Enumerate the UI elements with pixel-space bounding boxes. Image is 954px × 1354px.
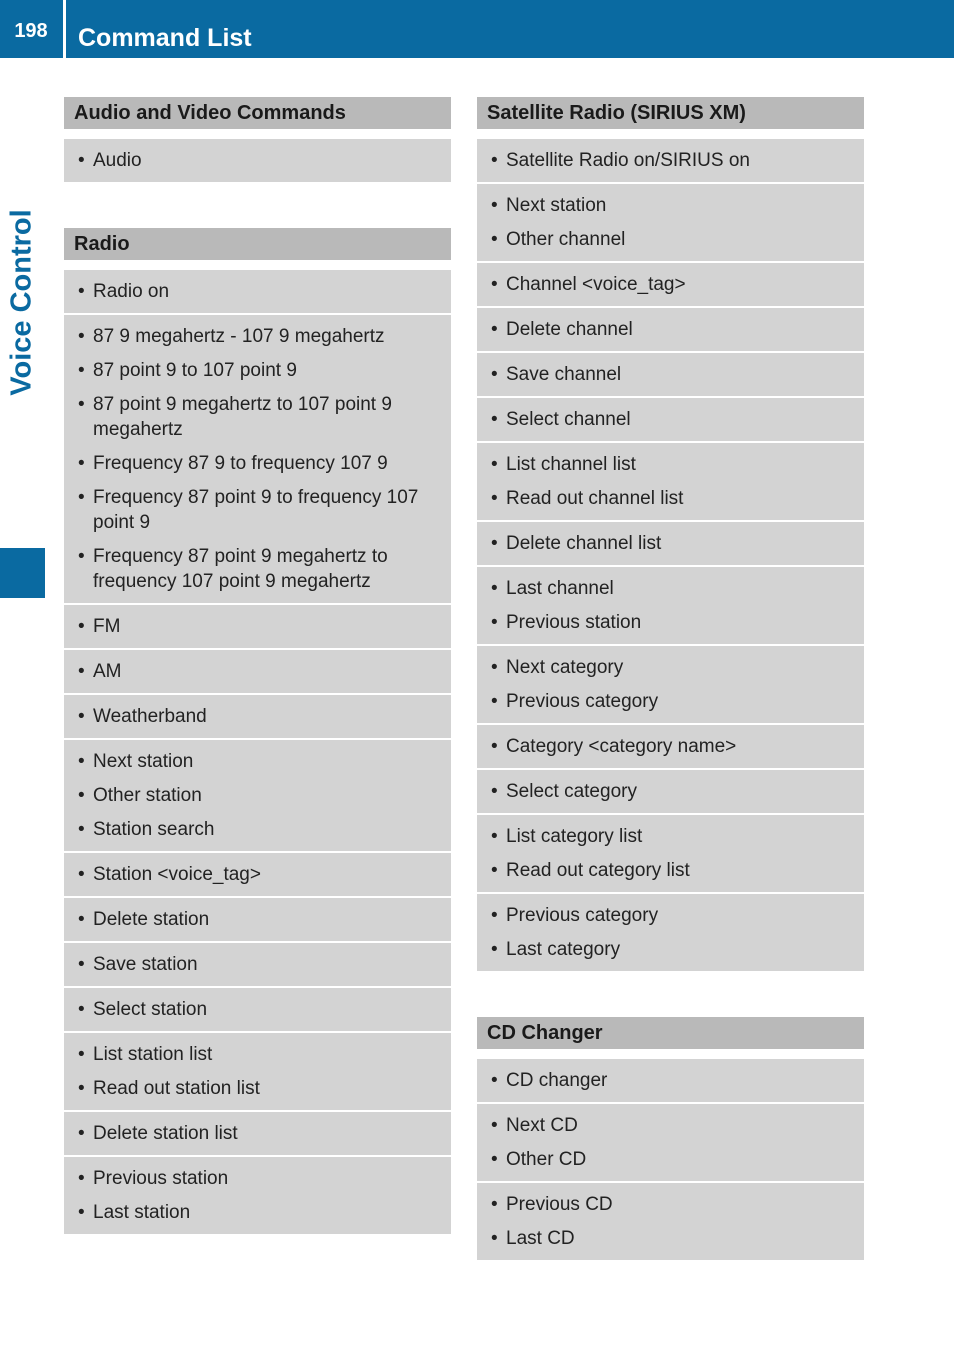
command-item [491, 407, 850, 432]
command-text: List channel list [506, 454, 636, 475]
command-text: Save channel [506, 364, 622, 385]
command-text: Previous station [93, 1168, 229, 1189]
command-text: Delete channel [506, 319, 633, 340]
command-text: FM [93, 616, 121, 637]
command-text: List category list [506, 826, 643, 847]
bullet-icon: • [78, 785, 85, 806]
bullet-icon: • [78, 819, 85, 840]
command-group [477, 725, 864, 770]
command-text: Radio on [93, 281, 170, 302]
bullet-icon: • [491, 1228, 498, 1249]
command-item [491, 610, 850, 635]
command-item [491, 531, 850, 556]
page-header [0, 0, 954, 58]
command-item [78, 952, 437, 977]
command-item [491, 779, 850, 804]
bullet-icon: • [491, 454, 498, 475]
command-group [64, 270, 451, 315]
command-text: Other CD [506, 1149, 587, 1170]
command-group [64, 943, 451, 988]
command-item [78, 907, 437, 932]
command-list [477, 1059, 864, 1260]
bullet-icon: • [491, 781, 498, 802]
command-item [78, 1200, 437, 1225]
command-group [64, 1157, 451, 1234]
right-column [477, 97, 864, 1306]
left-column [64, 97, 451, 1280]
command-item [78, 614, 437, 639]
command-item [491, 272, 850, 297]
command-text: Satellite Radio on/SIRIUS on [506, 150, 750, 171]
command-item [78, 1166, 437, 1191]
bullet-icon: • [491, 578, 498, 599]
bullet-icon: • [491, 195, 498, 216]
command-group [477, 443, 864, 522]
command-text: Delete station list [93, 1123, 238, 1144]
section-satellite-radio [477, 97, 864, 971]
command-item [78, 862, 437, 887]
command-group [477, 567, 864, 646]
page-title: Command List [78, 24, 252, 52]
bullet-icon: • [491, 229, 498, 250]
command-text: Other channel [506, 229, 626, 250]
command-item [78, 279, 437, 304]
command-text: CD changer [506, 1070, 608, 1091]
command-group [477, 353, 864, 398]
command-item [78, 704, 437, 729]
command-group [64, 1033, 451, 1112]
side-tab-label: Voice Control [6, 208, 38, 396]
bullet-icon: • [78, 326, 85, 347]
command-text: Select channel [506, 409, 631, 430]
command-text: Weatherband [93, 706, 207, 727]
command-text: AM [93, 661, 122, 682]
command-item [78, 485, 437, 535]
command-group [477, 770, 864, 815]
bullet-icon: • [491, 905, 498, 926]
bullet-icon: • [491, 409, 498, 430]
section-audio-video [64, 97, 451, 182]
command-list [64, 139, 451, 182]
command-item [78, 817, 437, 842]
header-divider [63, 0, 66, 58]
command-group [64, 605, 451, 650]
command-item [491, 824, 850, 849]
command-text: Save station [93, 954, 198, 975]
command-text: Read out channel list [506, 488, 684, 509]
command-item [491, 1068, 850, 1093]
bullet-icon: • [78, 281, 85, 302]
command-text: Frequency 87 point 9 to frequency 107 point 9 [93, 487, 419, 533]
command-item [78, 451, 437, 476]
bullet-icon: • [491, 533, 498, 554]
command-group [477, 398, 864, 443]
command-item [78, 358, 437, 383]
command-item [78, 148, 437, 173]
command-text: Audio [93, 150, 142, 171]
command-item [78, 749, 437, 774]
command-text: 87 9 megahertz - 107 9 megahertz [93, 326, 385, 347]
bullet-icon: • [78, 616, 85, 637]
command-text: Select category [506, 781, 637, 802]
section-cd-changer [477, 1017, 864, 1260]
command-item [491, 858, 850, 883]
command-list [477, 139, 864, 971]
bullet-icon: • [78, 487, 85, 508]
bullet-icon: • [78, 1202, 85, 1223]
command-group [477, 522, 864, 567]
command-item [491, 655, 850, 680]
command-group [64, 650, 451, 695]
bullet-icon: • [491, 1194, 498, 1215]
bullet-icon: • [491, 1115, 498, 1136]
command-item [491, 317, 850, 342]
bullet-icon: • [491, 657, 498, 678]
command-text: 87 point 9 megahertz to 107 point 9 megahertz [93, 394, 392, 440]
command-text: Channel <voice_tag> [506, 274, 686, 295]
command-group [477, 815, 864, 894]
command-text: Next station [93, 751, 194, 772]
command-text: Frequency 87 point 9 megahertz to frequency 107 point 9 megahertz [93, 546, 388, 592]
command-text: Next station [506, 195, 607, 216]
command-group [477, 139, 864, 184]
bullet-icon: • [491, 364, 498, 385]
command-text: Last channel [506, 578, 614, 599]
command-group [64, 1112, 451, 1157]
command-item [491, 193, 850, 218]
command-item [78, 997, 437, 1022]
command-group [477, 184, 864, 263]
bullet-icon: • [491, 826, 498, 847]
bullet-icon: • [78, 706, 85, 727]
bullet-icon: • [78, 661, 85, 682]
command-group [64, 898, 451, 943]
command-group [477, 263, 864, 308]
command-text: Delete channel list [506, 533, 662, 554]
bullet-icon: • [78, 1168, 85, 1189]
command-item [491, 1113, 850, 1138]
bullet-icon: • [78, 150, 85, 171]
command-item [78, 324, 437, 349]
section-title: Satellite Radio (SIRIUS XM) [477, 97, 864, 129]
command-group [477, 1104, 864, 1183]
command-item [78, 392, 437, 442]
command-text: Next category [506, 657, 624, 678]
side-tab-marker [0, 548, 45, 598]
bullet-icon: • [78, 999, 85, 1020]
command-text: Frequency 87 9 to frequency 107 9 [93, 453, 388, 474]
command-item [491, 734, 850, 759]
page-number: 198 [14, 19, 48, 42]
bullet-icon: • [491, 691, 498, 712]
bullet-icon: • [78, 360, 85, 381]
command-item [491, 486, 850, 511]
section-title: Audio and Video Commands [64, 97, 451, 129]
command-text: Station <voice_tag> [93, 864, 261, 885]
bullet-icon: • [491, 736, 498, 757]
bullet-icon: • [491, 319, 498, 340]
command-group [64, 853, 451, 898]
command-text: Last station [93, 1202, 191, 1223]
bullet-icon: • [491, 488, 498, 509]
bullet-icon: • [78, 864, 85, 885]
command-item [491, 452, 850, 477]
command-text: Previous category [506, 905, 659, 926]
command-text: 87 point 9 to 107 point 9 [93, 360, 297, 381]
command-item [491, 1226, 850, 1251]
command-text: Last CD [506, 1228, 575, 1249]
command-item [491, 1192, 850, 1217]
command-text: Previous category [506, 691, 659, 712]
command-group [64, 740, 451, 853]
bullet-icon: • [491, 1149, 498, 1170]
bullet-icon: • [491, 612, 498, 633]
command-text: Other station [93, 785, 202, 806]
side-tab [0, 58, 45, 546]
bullet-icon: • [78, 954, 85, 975]
command-item [491, 903, 850, 928]
command-text: List station list [93, 1044, 213, 1065]
bullet-icon: • [491, 1070, 498, 1091]
bullet-icon: • [78, 1123, 85, 1144]
command-item [491, 1147, 850, 1172]
command-text: Last category [506, 939, 621, 960]
command-item [491, 148, 850, 173]
command-group [64, 988, 451, 1033]
command-group [477, 1059, 864, 1104]
command-item [491, 362, 850, 387]
command-text: Read out station list [93, 1078, 260, 1099]
command-item [78, 783, 437, 808]
bullet-icon: • [491, 150, 498, 171]
section-title: CD Changer [477, 1017, 864, 1049]
bullet-icon: • [491, 939, 498, 960]
section-title: Radio [64, 228, 451, 260]
command-group [477, 308, 864, 353]
section-radio [64, 228, 451, 1234]
command-item [78, 659, 437, 684]
command-group [477, 646, 864, 725]
command-text: Read out category list [506, 860, 690, 881]
command-text: Station search [93, 819, 215, 840]
bullet-icon: • [78, 909, 85, 930]
command-item [491, 689, 850, 714]
command-item [78, 1121, 437, 1146]
command-item [491, 227, 850, 252]
command-item [491, 576, 850, 601]
bullet-icon: • [78, 394, 85, 415]
command-item [491, 937, 850, 962]
command-text: Delete station [93, 909, 210, 930]
command-group [477, 1183, 864, 1260]
bullet-icon: • [491, 274, 498, 295]
bullet-icon: • [78, 1078, 85, 1099]
command-item [78, 544, 437, 594]
command-group [64, 139, 451, 182]
command-text: Select station [93, 999, 208, 1020]
bullet-icon: • [78, 751, 85, 772]
bullet-icon: • [491, 860, 498, 881]
command-text: Previous station [506, 612, 642, 633]
command-group [64, 315, 451, 605]
command-group [64, 695, 451, 740]
command-text: Category <category name> [506, 736, 737, 757]
bullet-icon: • [78, 1044, 85, 1065]
command-text: Next CD [506, 1115, 578, 1136]
command-item [78, 1042, 437, 1067]
command-item [78, 1076, 437, 1101]
bullet-icon: • [78, 453, 85, 474]
command-text: Previous CD [506, 1194, 613, 1215]
command-list [64, 270, 451, 1234]
bullet-icon: • [78, 546, 85, 567]
command-group [477, 894, 864, 971]
